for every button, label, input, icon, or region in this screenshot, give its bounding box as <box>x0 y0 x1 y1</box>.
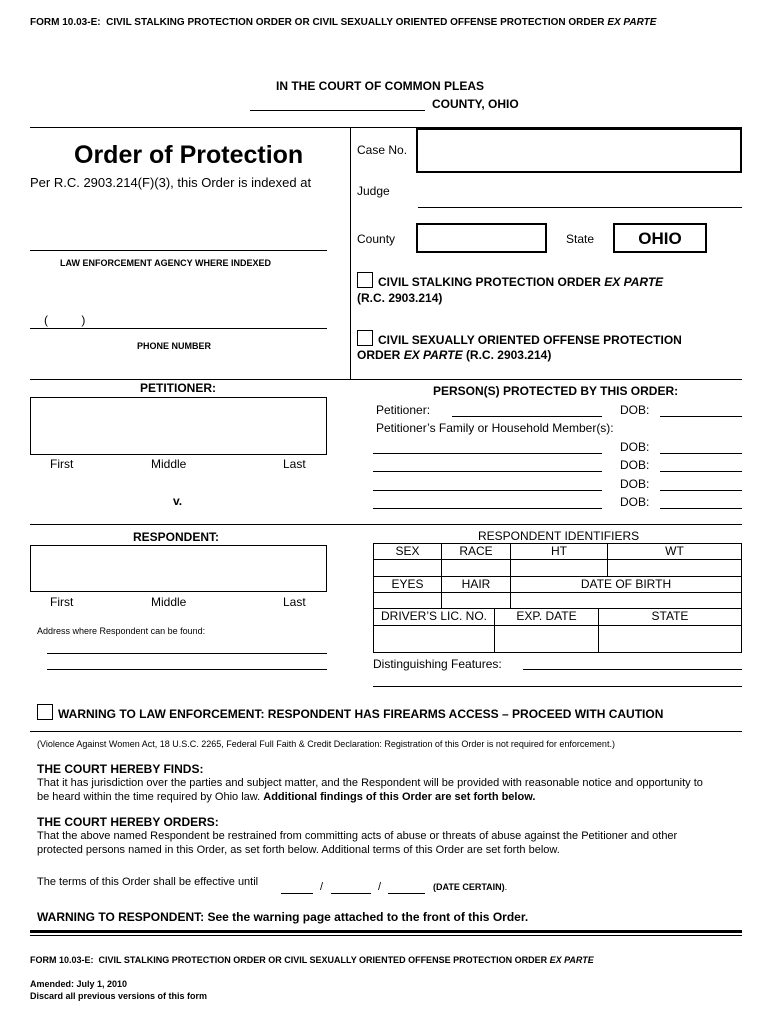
versus: v. <box>173 494 183 508</box>
dob-field[interactable] <box>510 592 742 609</box>
respondent-name-field[interactable] <box>30 545 327 592</box>
address-line[interactable] <box>47 653 327 654</box>
family-member-line[interactable] <box>373 453 602 454</box>
petitioner-protected-line[interactable] <box>452 416 602 417</box>
date-slash: / <box>320 881 324 893</box>
divider <box>30 935 742 936</box>
dob-line[interactable] <box>660 416 742 417</box>
eyes-field[interactable] <box>373 592 442 609</box>
dob-label: DOB: <box>620 495 650 509</box>
family-member-line[interactable] <box>373 508 602 509</box>
court-name: IN THE COURT OF COMMON PLEAS <box>276 79 484 93</box>
address-line[interactable] <box>47 669 327 670</box>
dob-line[interactable] <box>660 490 742 491</box>
sexual-offense-order-checkbox[interactable] <box>357 330 373 346</box>
race-field[interactable] <box>441 559 511 577</box>
eyes-header: EYES <box>373 576 442 593</box>
orders-text-2: protected persons named in this Order, as set forth below. Additional terms of this Order are set forth below. <box>37 844 560 856</box>
stalking-label-text: CIVIL STALKING PROTECTION ORDER <box>378 275 601 289</box>
case-no-field[interactable] <box>416 128 742 173</box>
sex-header: SEX <box>373 543 442 560</box>
respondent-warning: WARNING TO RESPONDENT: See the warning page attached to the front of this Order. <box>37 910 529 924</box>
dob-line[interactable] <box>660 508 742 509</box>
family-member-line[interactable] <box>373 471 602 472</box>
dob-line[interactable] <box>660 453 742 454</box>
form-header <box>30 17 656 28</box>
effective-label: The terms of this Order shall be effective until <box>37 876 259 888</box>
sex-field[interactable] <box>373 559 442 577</box>
county-field[interactable] <box>416 223 547 253</box>
dob-line[interactable] <box>660 471 742 472</box>
stalking-statute: (R.C. 2903.214) <box>357 291 443 305</box>
finds-heading: THE COURT HEREBY FINDS: <box>37 762 204 776</box>
dob-label: DOB: <box>620 477 650 491</box>
petitioner-name-field[interactable] <box>30 397 327 455</box>
family-label: Petitioner’s Family or Household Member(s): <box>376 421 614 435</box>
footer-form-title: CIVIL STALKING PROTECTION ORDER OR CIVIL SEXUALLY ORIENTED OFFENSE PROTECTION ORDER <box>98 955 548 965</box>
firearms-warning-label: WARNING TO LAW ENFORCEMENT: RESPONDENT HAS FIREARMS ACCESS – PROCEED WITH CAUTION <box>58 707 664 721</box>
divider <box>30 731 742 732</box>
stalking-order-checkbox[interactable] <box>357 272 373 288</box>
date-certain-label <box>433 882 507 892</box>
vawa-note: (Violence Against Women Act, 18 U.S.C. 2265, Federal Full Faith & Credit Declaration: Registration of this Order is not required for enforcement.) <box>37 739 615 749</box>
address-label: Address where Respondent can be found: <box>37 626 206 636</box>
respondent-middle-label: Middle <box>151 595 187 609</box>
petitioner-first-label: First <box>50 457 74 471</box>
hair-header: HAIR <box>441 576 511 593</box>
finds-text-2a: be heard within the time required by Ohio law. <box>37 791 261 803</box>
respondent-last-label: Last <box>283 595 306 609</box>
page-title: Order of Protection <box>74 141 304 169</box>
date-day-line[interactable] <box>331 893 371 894</box>
indexed-text: Per R.C. 2903.214(F)(3), this Order is indexed at <box>30 175 312 190</box>
wt-field[interactable] <box>607 559 742 577</box>
discard-note: Discard all previous versions of this form <box>30 991 208 1001</box>
date-slash: / <box>378 881 382 893</box>
exp-date-field[interactable] <box>494 625 599 653</box>
features-line[interactable] <box>523 669 742 670</box>
court-county: COUNTY, OHIO <box>432 97 519 111</box>
county-line <box>250 110 425 111</box>
firearms-warning-checkbox[interactable] <box>37 704 53 720</box>
sexual-offense-label-2 <box>357 348 551 362</box>
phone-parens: ( ) <box>44 313 86 327</box>
judge-line[interactable] <box>418 207 742 208</box>
petitioner-protected-label: Petitioner: <box>376 403 431 417</box>
race-header: RACE <box>441 543 511 560</box>
petitioner-last-label: Last <box>283 457 306 471</box>
family-member-line[interactable] <box>373 490 602 491</box>
ht-header: HT <box>510 543 608 560</box>
hair-field[interactable] <box>441 592 511 609</box>
sexual-prefix: ORDER <box>357 348 401 362</box>
exp-date-header: EXP. DATE <box>494 608 599 626</box>
license-field[interactable] <box>373 625 495 653</box>
dob-label: DOB: <box>620 403 650 417</box>
divider <box>30 379 742 380</box>
petitioner-middle-label: Middle <box>151 457 187 471</box>
divider <box>30 524 742 525</box>
sexual-italic: EX PARTE <box>403 348 463 362</box>
finds-text-2b: Additional findings of this Order are set forth below. <box>263 791 536 803</box>
stalking-label-italic: EX PARTE <box>604 275 664 289</box>
divider-vertical <box>350 127 351 379</box>
agency-label: LAW ENFORCEMENT AGENCY WHERE INDEXED <box>60 258 272 268</box>
agency-line[interactable] <box>30 250 327 251</box>
finds-text-1: That it has jurisdiction over the parties and subject matter, and the Respondent will be provided with reasonable notice and opportunity to <box>37 777 703 789</box>
amended-date: Amended: July 1, 2010 <box>30 979 128 989</box>
phone-line[interactable] <box>30 328 327 329</box>
finds-text-2 <box>37 791 535 803</box>
dob-label: DOB: <box>620 440 650 454</box>
phone-label: PHONE NUMBER <box>137 341 212 351</box>
ht-field[interactable] <box>510 559 608 577</box>
license-header: DRIVER’S LIC. NO. <box>373 608 495 626</box>
footer-form-number: FORM 10.03-E: <box>30 955 94 965</box>
sexual-offense-label: CIVIL SEXUALLY ORIENTED OFFENSE PROTECTION <box>378 333 682 347</box>
sexual-statute: (R.C. 2903.214) <box>465 348 552 362</box>
county-label: County <box>357 232 396 246</box>
features-label: Distinguishing Features: <box>373 657 502 671</box>
license-state-field[interactable] <box>598 625 742 653</box>
date-year-line[interactable] <box>388 893 425 894</box>
respondent-first-label: First <box>50 595 74 609</box>
judge-label: Judge <box>357 184 390 198</box>
stalking-order-label <box>378 275 663 289</box>
form-footer <box>30 955 594 965</box>
form-title: CIVIL STALKING PROTECTION ORDER OR CIVIL SEXUALLY ORIENTED OFFENSE PROTECTION ORDER <box>106 17 605 28</box>
orders-heading: THE COURT HEREBY ORDERS: <box>37 815 219 829</box>
license-state-header: STATE <box>598 608 742 626</box>
date-certain-period: . <box>504 882 508 892</box>
form-title-italic: EX PARTE <box>607 17 657 28</box>
state-field[interactable]: OHIO <box>613 223 707 253</box>
date-certain-text: (DATE CERTAIN) <box>433 882 505 892</box>
petitioner-heading: PETITIONER: <box>140 381 217 395</box>
form-number: FORM 10.03-E: <box>30 17 101 28</box>
footer-form-title-italic: EX PARTE <box>549 955 594 965</box>
identifiers-heading: RESPONDENT IDENTIFIERS <box>478 529 640 543</box>
case-no-label: Case No. <box>357 143 408 157</box>
protected-heading: PERSON(S) PROTECTED BY THIS ORDER: <box>433 384 679 398</box>
respondent-heading: RESPONDENT: <box>133 530 220 544</box>
dob-label: DOB: <box>620 458 650 472</box>
date-month-line[interactable] <box>281 893 313 894</box>
dob-header: DATE OF BIRTH <box>510 576 742 593</box>
orders-text-1: That the above named Respondent be restrained from committing acts of abuse or threats of abuse against the Petitioner and other <box>37 830 678 842</box>
features-line-2[interactable] <box>373 686 742 687</box>
divider-thick <box>30 930 742 933</box>
state-label: State <box>566 232 595 246</box>
wt-header: WT <box>607 543 742 560</box>
